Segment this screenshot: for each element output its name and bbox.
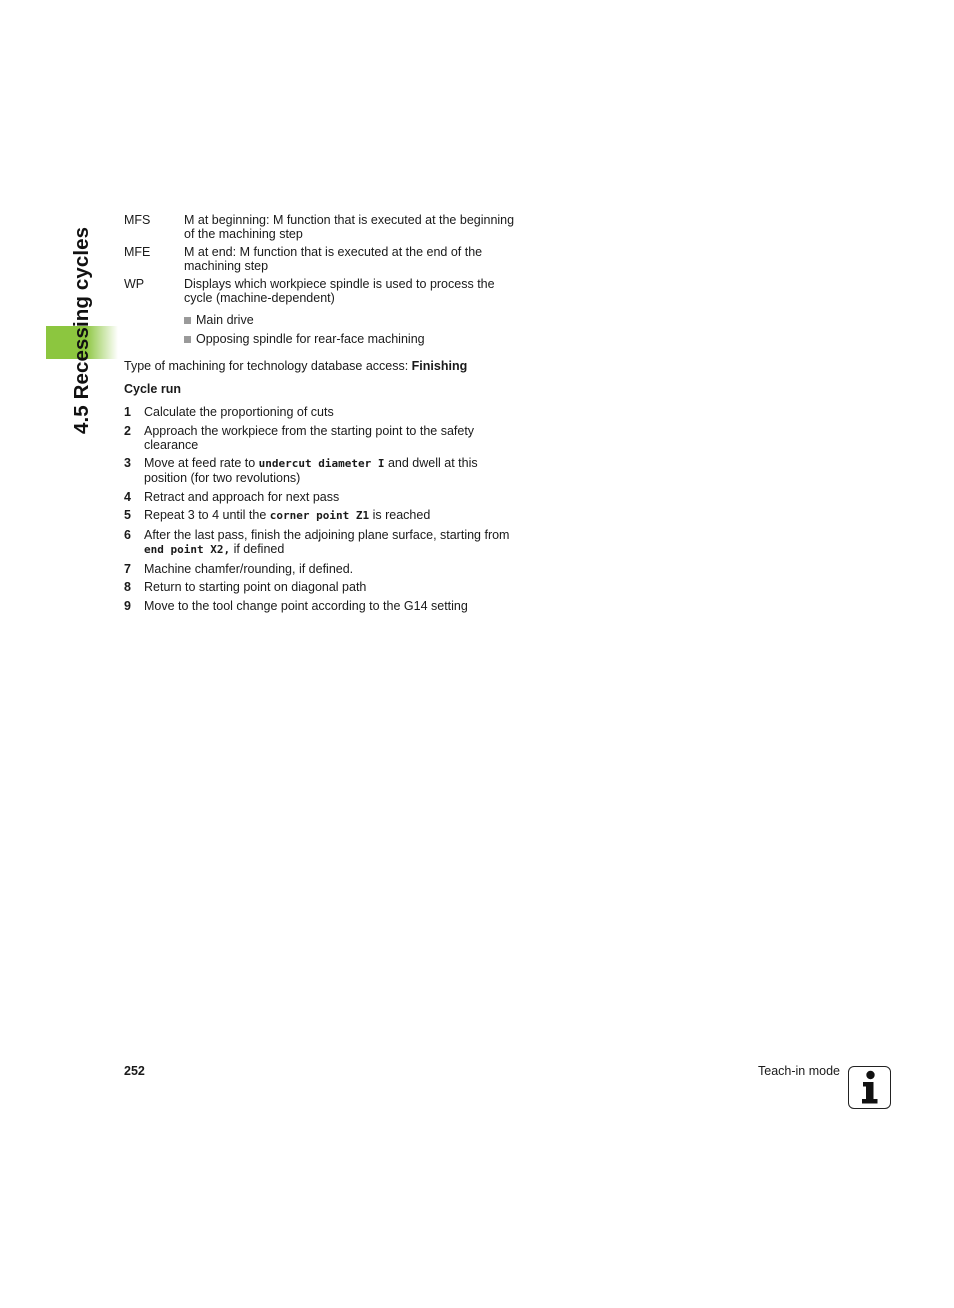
step-text-pre: Move at feed rate to bbox=[144, 456, 259, 471]
step-text bbox=[144, 528, 524, 557]
param-row bbox=[124, 213, 524, 241]
list-item bbox=[124, 456, 524, 485]
chapter-title: 4.5 Recessing cycles bbox=[70, 226, 93, 434]
step-text: Calculate the proportioning of cuts bbox=[144, 405, 334, 419]
main-content bbox=[124, 213, 524, 617]
step-number: 8 bbox=[124, 580, 131, 595]
param-code: WP bbox=[124, 277, 145, 291]
step-text bbox=[144, 456, 524, 485]
bullet-text: Opposing spindle for rear-face machining bbox=[196, 332, 425, 346]
param-desc: M at end: M function that is executed at the end of the machining step bbox=[184, 245, 483, 273]
param-desc: M at beginning: M function that is executed at the beginning of the machining step bbox=[184, 213, 515, 241]
list-item bbox=[124, 528, 524, 557]
param-row bbox=[124, 245, 524, 273]
step-number: 2 bbox=[124, 423, 131, 438]
step-number: 1 bbox=[124, 405, 131, 419]
step-number: 7 bbox=[124, 561, 131, 576]
step-code: end point X2, bbox=[144, 542, 231, 556]
step-text bbox=[144, 508, 524, 523]
list-item bbox=[124, 405, 524, 419]
step-text: Return to starting point on diagonal path bbox=[144, 580, 367, 595]
param-code: MFE bbox=[124, 245, 151, 259]
list-item bbox=[124, 490, 524, 504]
step-text-pre: After the last pass, finish the adjoining plane surface, starting from bbox=[144, 527, 510, 542]
param-row bbox=[124, 277, 524, 305]
step-number: 4 bbox=[124, 489, 131, 504]
list-item bbox=[124, 580, 524, 594]
cycle-steps bbox=[124, 405, 524, 613]
step-code: undercut diameter I bbox=[258, 457, 385, 471]
step-text: Move to the tool change point according to the G14 setting bbox=[144, 598, 468, 613]
bullet-text: Main drive bbox=[196, 313, 254, 327]
step-text: Approach the workpiece from the starting point to the safety clearance bbox=[144, 423, 475, 452]
tech-value: Finishing bbox=[411, 359, 468, 373]
list-item bbox=[124, 424, 524, 452]
step-number: 9 bbox=[124, 598, 131, 613]
bullet-square-icon bbox=[184, 317, 191, 324]
step-number: 3 bbox=[124, 456, 131, 471]
tech-database-note bbox=[124, 359, 524, 373]
list-item bbox=[124, 562, 524, 576]
spindle-options bbox=[184, 313, 524, 346]
step-text: Machine chamfer/rounding, if defined. bbox=[144, 561, 354, 576]
step-text-pre: Repeat 3 to 4 until the bbox=[144, 508, 270, 523]
step-number: 5 bbox=[124, 508, 131, 523]
step-text: Retract and approach for next pass bbox=[144, 489, 340, 504]
list-item bbox=[184, 332, 524, 346]
list-item bbox=[184, 313, 524, 327]
param-desc: Displays which workpiece spindle is used to process the cycle (machine-dependent) bbox=[184, 277, 495, 305]
step-text-post: if defined bbox=[230, 541, 285, 556]
step-code: corner point Z1 bbox=[269, 509, 370, 523]
footer-mode-label: Teach-in mode bbox=[758, 1064, 840, 1078]
tech-prefix: Type of machining for technology database access: bbox=[124, 359, 412, 373]
param-code: MFS bbox=[124, 213, 151, 227]
info-glyph-icon bbox=[849, 1067, 889, 1107]
info-icon bbox=[848, 1066, 891, 1109]
step-text-post: is reached bbox=[369, 508, 431, 523]
page-number: 252 bbox=[124, 1064, 145, 1078]
step-number: 6 bbox=[124, 527, 131, 542]
step-text-post: and dwell at this position (for two revolutions) bbox=[144, 456, 478, 486]
list-item bbox=[124, 599, 524, 613]
section-heading: Cycle run bbox=[124, 382, 181, 396]
bullet-square-icon bbox=[184, 336, 191, 343]
list-item bbox=[124, 508, 524, 523]
